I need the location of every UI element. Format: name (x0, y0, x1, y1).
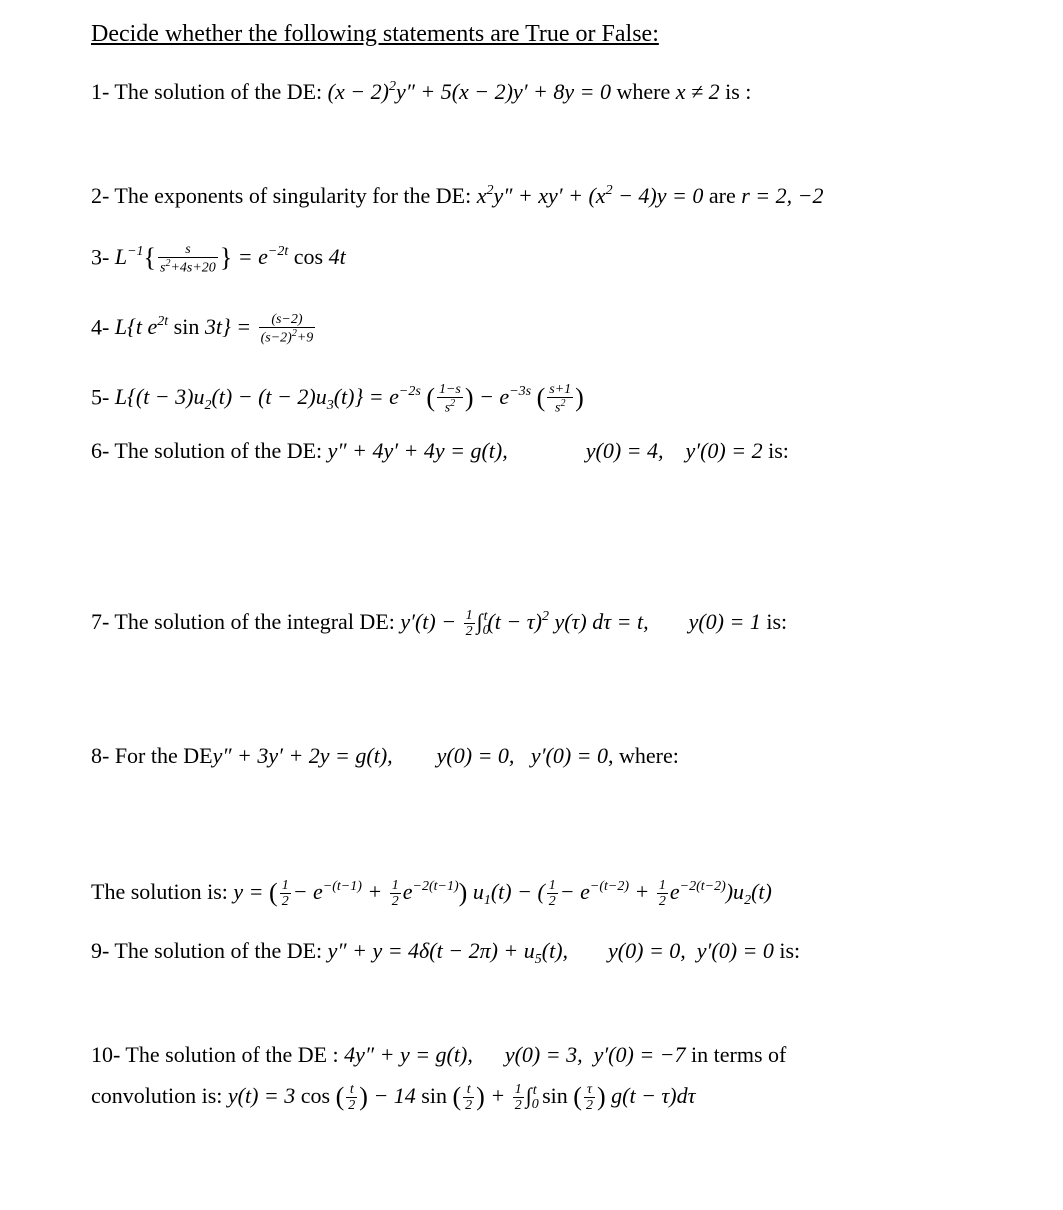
statement-8-initial-conditions: y(0) = 0, y′(0) = 0 (436, 743, 609, 768)
statement-4 (91, 312, 317, 346)
statement-6-equation: y″ + 4y′ + 4y = g(t), (327, 438, 508, 463)
statement-7-equation: y′(t) − $\frac{1}{2}$ $\int_0^t(t - \tau)^2$ y(τ) dτ = t, (400, 608, 649, 640)
statement-10-line2 (91, 1082, 696, 1114)
statement-7-text: 7- The solution of the integral DE: (91, 608, 401, 634)
statement-8-solution (91, 878, 772, 910)
statement-10 (91, 1044, 786, 1066)
statement-8-end: , where: (608, 743, 679, 768)
statement-6 (91, 440, 789, 462)
statement-6-initial-conditions: y(0) = 4, y′(0) = 2 (585, 438, 763, 463)
statement-8-solution-text: The solution is: (91, 878, 234, 904)
statement-8-text: 8- For the DE (91, 743, 213, 768)
statement-10-initial-conditions: y(0) = 3, y′(0) = −7 (504, 1042, 686, 1067)
statement-7-initial-condition: y(0) = 1 (688, 608, 761, 634)
statement-8-solution-equation: y = ( $\frac{1}{2}$ − $e^{-(t-1)}$ + $\frac{1}{2}$ $e^{-2(t-1)}$) $u_1(t)$ − ( $\frac{1}{2}$ − $e^{-(t-2)}$ + $\frac{1}{2}$ $e^{-2(t-2)})u_2(t)$ (233, 877, 772, 910)
page-title: Decide whether the following statements are True or False: (91, 21, 659, 47)
statement-1-condition: x ≠ 2 (675, 79, 720, 104)
statement-10-equation: 4y″ + y = g(t), (344, 1042, 473, 1067)
statement-1 (91, 80, 751, 103)
statement-5 (91, 382, 584, 416)
statement-10-end: in terms of (685, 1042, 787, 1067)
statement-4-equation: L{t $e^{2t}$ sin 3t} = $\frac{(s-2)}{(s-2)^2+9}$ (114, 312, 314, 347)
statement-1-end: is : (719, 79, 752, 104)
statement-1-text: 1- The solution of the DE: (91, 79, 328, 104)
statement-9-equation: $y'' + y = 4\delta(t - 2\pi) + u_5(t)$, (327, 938, 569, 967)
statement-3-number: 3- (91, 244, 115, 270)
statement-2-text: 2- The exponents of singularity for the DE: (91, 183, 477, 208)
statement-10-solution-equation: y(t) = 3 cos ( $\frac{t}{2}$ ) − 14 sin ( $\frac{t}{2}$ ) + $\frac{1}{2}$ $\int_0^t$ sin ( $\frac{\tau}{2}$ ) g(t − τ)dτ (227, 1081, 696, 1114)
statement-1-equation: $(x - 2)^2y'' + 5(x - 2)y' + 8y = 0$ (327, 79, 612, 104)
statement-6-text: 6- The solution of the DE: (91, 438, 328, 463)
statement-10-convolution-text: convolution is: (91, 1082, 228, 1108)
statement-6-end: is: (762, 438, 789, 463)
statement-2 (91, 184, 823, 207)
statement-9-initial-conditions: y(0) = 0, y′(0) = 0 (608, 938, 774, 963)
statement-3 (91, 242, 346, 276)
statement-7-end: is: (760, 608, 788, 634)
statement-3-equation: $L^{-1}${ $\frac{s}{s^2+4s+20}$ } = $e^{-2t}$ cos 4t (114, 242, 346, 277)
statement-4-number: 4- (91, 314, 115, 340)
statement-2-equation: $x^2y'' + xy' + (x^2 - 4)y = 0$ (476, 183, 704, 208)
statement-7 (91, 608, 787, 640)
statement-9-text: 9- The solution of the DE: (91, 938, 328, 963)
statement-5-equation: $L\{(t - 3)u_2(t) - (t - 2)u_3(t)\} = e^{-2s}$ ( $\frac{1-s}{s^2}$ ) − $e^{-3s}$ ( $\frac{s+1}{s^2}$ ) (114, 382, 584, 417)
statement-9-end: is: (773, 938, 801, 963)
statement-10-text: 10- The solution of the DE : (91, 1042, 345, 1067)
statement-9 (91, 940, 800, 967)
statement-8 (91, 745, 679, 767)
statement-1-where: where (611, 79, 676, 104)
statement-2-are: are (703, 183, 742, 208)
statement-5-number: 5- (91, 384, 115, 410)
statement-2-exponents: r = 2, −2 (741, 183, 824, 208)
statement-8-equation: y″ + 3y′ + 2y = g(t), (212, 743, 393, 768)
